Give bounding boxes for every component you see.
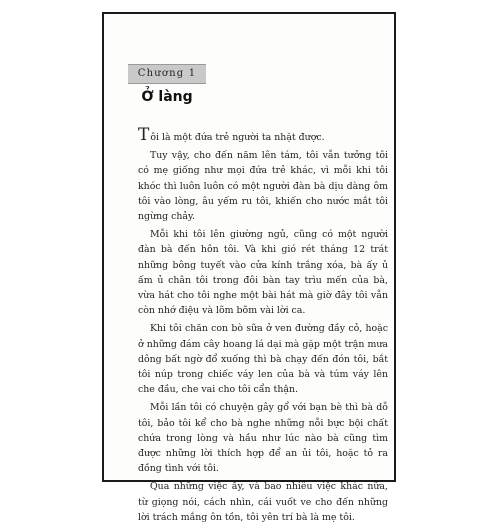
paragraph-5: Mỗi lần tôi có chuyện gây gổ với bạn bè thì bà dỗ tôi, bảo tôi kể cho bà nghe những nỗi bực bội chất chứa trong lòng và hầu như lúc nào bà cũng tìm được những lời thích hợp để an ủi tôi, hoặc tỏ ra đồng tình với tôi. bbox=[138, 402, 388, 475]
paragraph-4: Khi tôi chăn con bò sữa ở ven đường đầy cỏ, hoặc ở những đám cây hoang lá dại mà gặp một trận mưa dông bất ngờ đổ xuống thì bà chạy đến đón tôi, bắt tôi núp trong chiếc váy len của bà và túm váy lên che đầu, che vai cho tôi cẩn thận. bbox=[138, 323, 388, 396]
paragraph-6: Qua những việc ấy, và bao nhiêu việc khác nữa, từ giọng nói, cách nhìn, cái vuốt ve cho đến những lời trách mắng ôn tồn, tôi yên trí bà là mẹ tôi. bbox=[138, 481, 388, 523]
paragraph-3: Mỗi khi tôi lên giường ngủ, cũng có một người đàn bà đến hôn tôi. Và khi gió rét tháng 12 trát những bông tuyết vào cửa kính trắng xóa, bà ấy ủ ấm ủ chân tôi trong đôi bàn tay trìu mến của bà, vừa hát cho tôi nghe một bài hát mà giờ đây tôi vẫn còn nhớ điệu và lõm bõm vài lời ca. bbox=[138, 229, 388, 317]
paragraph-2: Tuy vậy, cho đến năm lên tám, tôi vẫn tưởng tôi có mẹ giống như mọi đứa trẻ khác, vì mỗi khi tôi khóc thì luôn luôn có một người đàn bà dịu dàng ôm tôi vào lòng, âu yếm ru tôi, khiến cho nước mắt tôi ngừng chảy. bbox=[138, 150, 388, 223]
chapter-label: Chương 1 bbox=[128, 64, 206, 84]
drop-cap: T bbox=[138, 125, 150, 145]
paragraph-1 bbox=[138, 125, 388, 145]
chapter-body bbox=[138, 125, 388, 528]
chapter-title: Ở làng bbox=[141, 89, 193, 105]
paragraph-1-text: ôi là một đứa trẻ người ta nhặt được. bbox=[150, 132, 325, 143]
